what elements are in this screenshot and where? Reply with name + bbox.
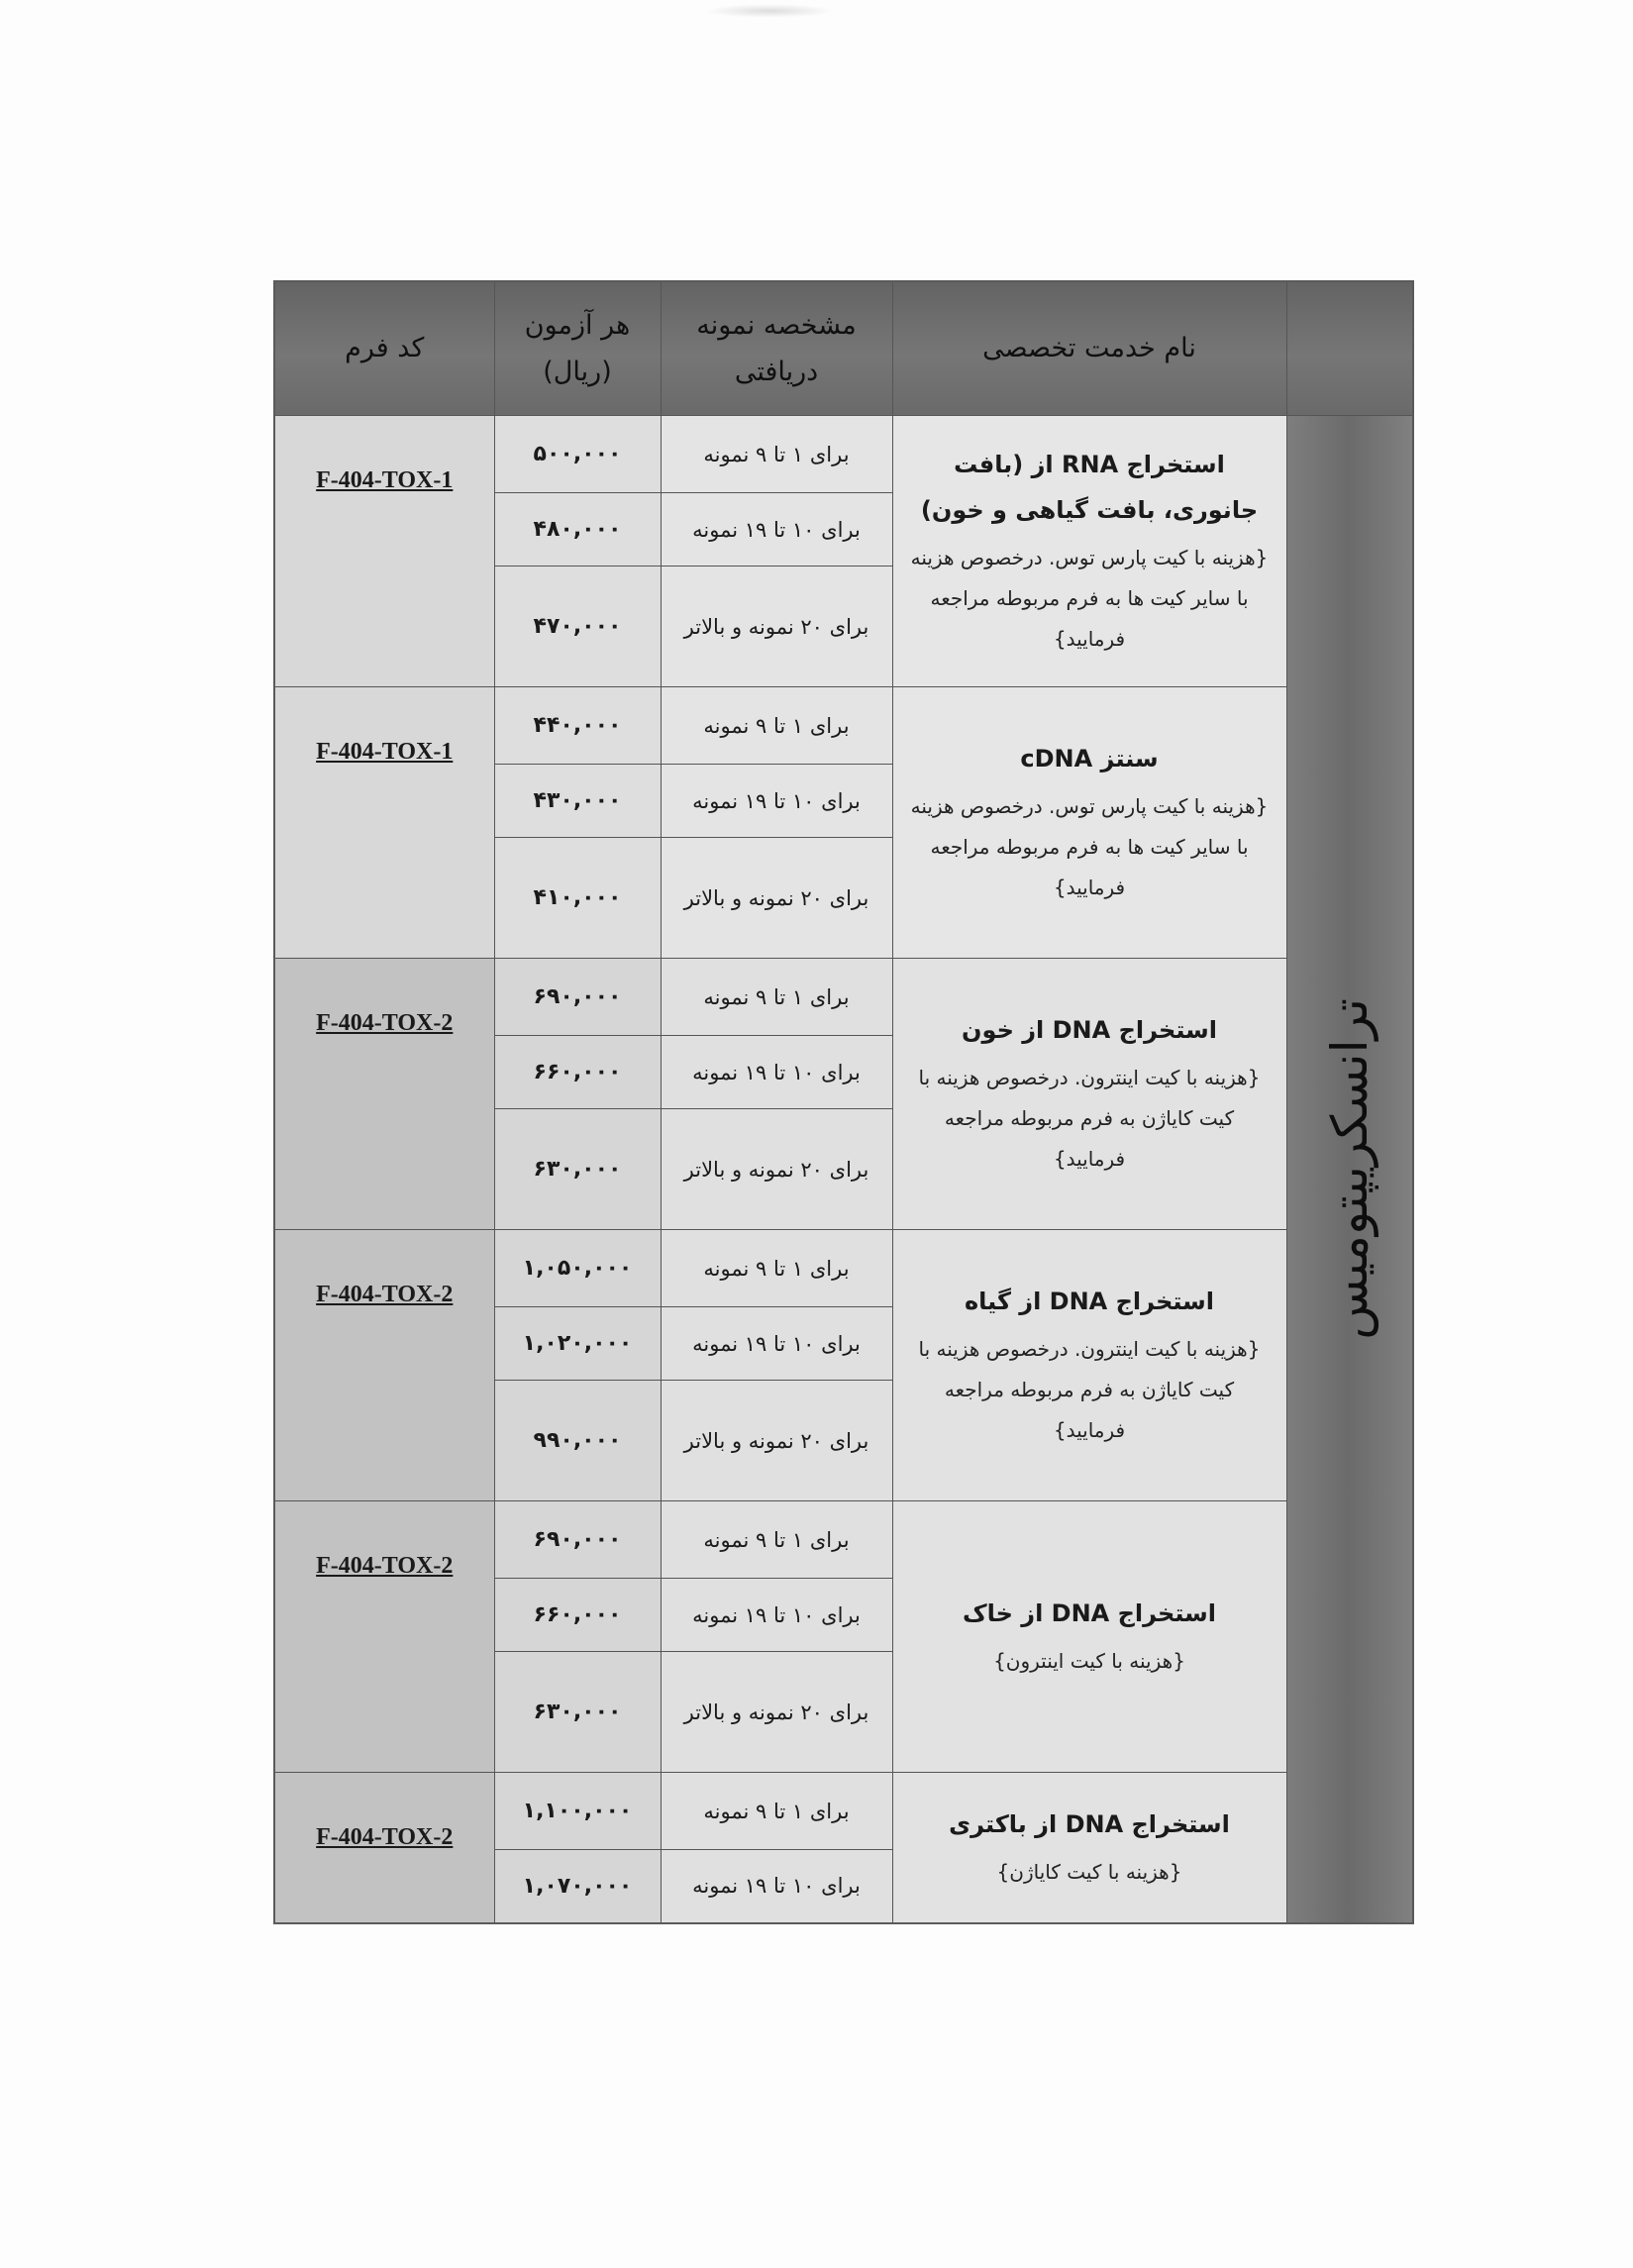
table-row (274, 687, 1413, 765)
price-cell: ۱,۱۰۰,۰۰۰ (494, 1773, 661, 1850)
service-cell (892, 1230, 1286, 1501)
price-cell: ۴۴۰,۰۰۰ (494, 687, 661, 765)
service-note: {هزینه با کیت اینترون} (993, 1648, 1185, 1673)
form-code-cell (274, 687, 494, 959)
sample-spec-cell: برای ۱ تا ۹ نمونه (661, 1230, 892, 1307)
sample-spec-cell: برای ۲۰ نمونه و بالاتر (661, 567, 892, 687)
form-code: F-404-TOX-2 (316, 1824, 454, 1850)
service-cell (892, 416, 1286, 687)
service-note: {هزینه با کیت پارس توس. درخصوص هزینه با سایر کیت ها به فرم مربوطه مراجعه فرمایید} (910, 545, 1269, 651)
price-cell: ۴۳۰,۰۰۰ (494, 765, 661, 838)
header-row (274, 281, 1413, 416)
form-code-cell (274, 1773, 494, 1923)
price-cell: ۶۳۰,۰۰۰ (494, 1652, 661, 1773)
price-cell: ۴۷۰,۰۰۰ (494, 567, 661, 687)
sample-spec-cell: برای ۲۰ نمونه و بالاتر (661, 1381, 892, 1501)
table-row (274, 959, 1413, 1036)
form-code-cell (274, 959, 494, 1230)
service-cell (892, 959, 1286, 1230)
table-row (274, 1501, 1413, 1579)
section-label: ترانسکریپتومیس (1320, 997, 1378, 1340)
form-code: F-404-TOX-1 (316, 467, 454, 493)
price-cell: ۴۱۰,۰۰۰ (494, 838, 661, 959)
form-code-cell (274, 1230, 494, 1501)
service-cell (892, 1773, 1286, 1923)
sample-spec-cell: برای ۱۰ تا ۱۹ نمونه (661, 1579, 892, 1652)
service-note: {هزینه با کیت اینترون. درخصوص هزینه با کیت کایاژن به فرم مربوطه مراجعه فرمایید} (918, 1336, 1261, 1442)
form-code: F-404-TOX-1 (316, 739, 454, 765)
sample-spec-cell: برای ۱۰ تا ۱۹ نمونه (661, 1036, 892, 1109)
section-cell (1286, 416, 1413, 1923)
service-title: استخراج DNA از گیاه (964, 1288, 1214, 1316)
price-cell: ۶۹۰,۰۰۰ (494, 959, 661, 1036)
price-cell: ۱,۰۵۰,۰۰۰ (494, 1230, 661, 1307)
service-cell (892, 687, 1286, 959)
table-body (274, 416, 1413, 1923)
service-title: استخراج DNA از خاک (963, 1599, 1216, 1628)
service-title: سنتز cDNA (1020, 745, 1159, 773)
form-code: F-404-TOX-2 (316, 1282, 454, 1307)
sample-spec-cell: برای ۱۰ تا ۱۹ نمونه (661, 1307, 892, 1381)
service-title: استخراج DNA از باکتری (949, 1809, 1230, 1838)
form-code-cell (274, 416, 494, 687)
service-note: {هزینه با کیت اینترون. درخصوص هزینه با کیت کایاژن به فرم مربوطه مراجعه فرمایید} (918, 1065, 1261, 1171)
price-cell: ۴۸۰,۰۰۰ (494, 493, 661, 567)
sample-spec-cell: برای ۱۰ تا ۱۹ نمونه (661, 765, 892, 838)
table-row (274, 1230, 1413, 1307)
form-code: F-404-TOX-2 (316, 1010, 454, 1036)
price-cell: ۵۰۰,۰۰۰ (494, 416, 661, 493)
sample-spec-cell: برای ۱۰ تا ۱۹ نمونه (661, 493, 892, 567)
header-price: هر آزمون (ریال) (494, 281, 661, 416)
sample-spec-cell: برای ۲۰ نمونه و بالاتر (661, 1652, 892, 1773)
form-code-cell (274, 1501, 494, 1773)
price-cell: ۶۹۰,۰۰۰ (494, 1501, 661, 1579)
sample-spec-cell: برای ۱ تا ۹ نمونه (661, 1501, 892, 1579)
price-table (273, 280, 1414, 1924)
service-note: {هزینه با کیت پارس توس. درخصوص هزینه با سایر کیت ها به فرم مربوطه مراجعه فرمایید} (910, 793, 1269, 899)
price-cell: ۶۶۰,۰۰۰ (494, 1036, 661, 1109)
header-section-blank (1286, 281, 1413, 416)
price-cell: ۱,۰۷۰,۰۰۰ (494, 1850, 661, 1923)
table-row (274, 416, 1413, 493)
sample-spec-cell: برای ۱ تا ۹ نمونه (661, 687, 892, 765)
price-cell: ۶۳۰,۰۰۰ (494, 1109, 661, 1230)
price-cell: ۱,۰۲۰,۰۰۰ (494, 1307, 661, 1381)
sample-spec-cell: برای ۱۰ تا ۱۹ نمونه (661, 1850, 892, 1923)
service-note: {هزینه با کیت کایاژن} (996, 1859, 1182, 1884)
sample-spec-cell: برای ۲۰ نمونه و بالاتر (661, 838, 892, 959)
price-cell: ۶۶۰,۰۰۰ (494, 1579, 661, 1652)
service-title: استخراج RNA از (بافت جانوری، بافت گیاهی و خون) (920, 451, 1259, 524)
service-cell (892, 1501, 1286, 1773)
price-cell: ۹۹۰,۰۰۰ (494, 1381, 661, 1501)
sample-spec-cell: برای ۱ تا ۹ نمونه (661, 416, 892, 493)
sample-spec-cell: برای ۱ تا ۹ نمونه (661, 959, 892, 1036)
header-service-name: نام خدمت تخصصی (892, 281, 1286, 416)
header-sample-spec: مشخصه نمونه دریافتی (661, 281, 892, 416)
sample-spec-cell: برای ۱ تا ۹ نمونه (661, 1773, 892, 1850)
form-code: F-404-TOX-2 (316, 1553, 454, 1579)
sample-spec-cell: برای ۲۰ نمونه و بالاتر (661, 1109, 892, 1230)
table-row (274, 1773, 1413, 1850)
scan-smudge (705, 4, 834, 18)
header-form-code: کد فرم (274, 281, 494, 416)
service-title: استخراج DNA از خون (962, 1016, 1217, 1045)
